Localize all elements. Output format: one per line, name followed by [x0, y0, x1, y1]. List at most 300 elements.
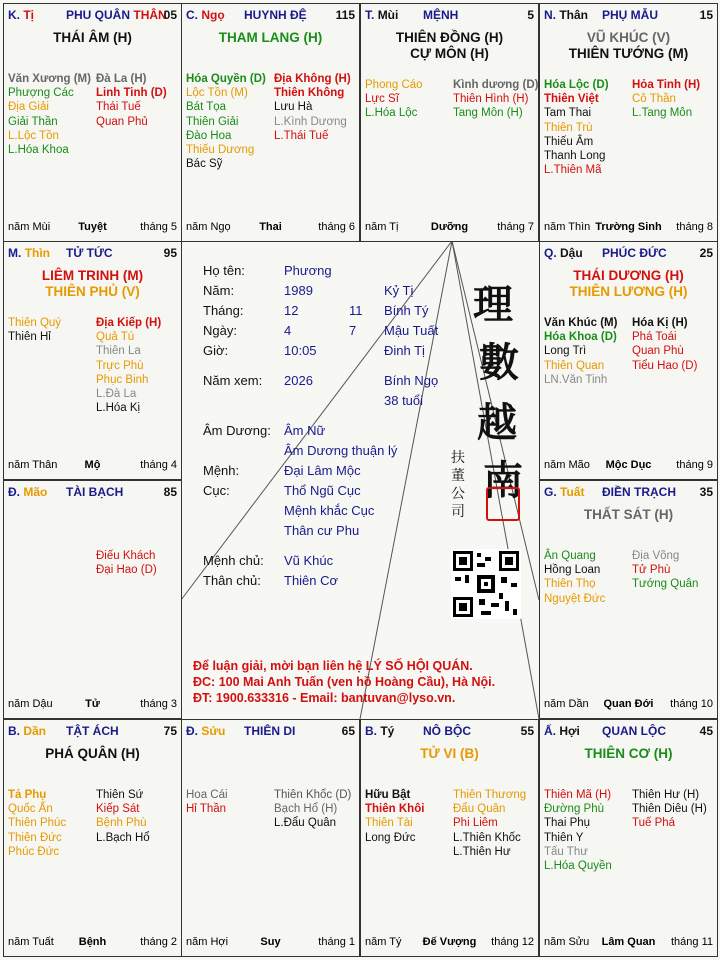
palace-footer	[8, 936, 177, 950]
calligraphy-char-3: 越	[477, 399, 517, 446]
day-label: Ngày:	[203, 323, 237, 338]
palace-name: MỆNH	[423, 8, 459, 22]
minor-stars-right	[96, 72, 167, 129]
main-star: THIÊN PHỦ (V)	[45, 284, 140, 299]
palace-chi: Thìn	[24, 246, 51, 260]
palace-can: G.	[544, 485, 557, 499]
hour-value: 10:05	[284, 343, 317, 358]
day-lunar: 7	[349, 323, 357, 338]
palace-header	[365, 8, 534, 24]
palace-footer	[8, 698, 177, 712]
palace-footer	[544, 698, 713, 712]
palace-year: năm Mùi	[8, 221, 51, 233]
main-stars	[4, 268, 181, 300]
palace-name: TÀI BẠCH	[66, 485, 124, 499]
palace-header	[544, 8, 713, 24]
palace-footer	[8, 459, 177, 473]
palace-age: 45	[699, 724, 713, 738]
minor-star: L.Đẩu Quân	[274, 817, 337, 830]
minor-stars-right	[453, 788, 526, 859]
minor-star: Quan Phủ	[96, 115, 148, 128]
palace-header	[186, 724, 355, 740]
minor-star: Thiên Thương	[453, 789, 527, 801]
cuc-value-3: Thân cư Phu	[284, 523, 360, 538]
palace-trangsinh: Quan Đới	[603, 698, 654, 710]
minor-star: Cô Thần	[632, 93, 676, 106]
palace-month: tháng 12	[491, 936, 534, 948]
minor-star: Đường Phù	[544, 803, 604, 816]
menh-label: Mệnh:	[203, 463, 240, 478]
palace-age: 15	[699, 8, 713, 22]
minor-star: Phá Toái	[632, 331, 677, 344]
calligraphy-small-1: 扶	[451, 450, 465, 466]
main-star: THIÊN CƠ (H)	[584, 746, 673, 761]
minor-stars-right	[632, 78, 700, 121]
minor-star: Quốc Ấn	[8, 803, 53, 816]
minor-star: Thiếu Dương	[186, 144, 255, 157]
palace-footer	[365, 221, 534, 235]
main-star: THIÊN TƯỚNG (M)	[568, 46, 689, 61]
main-stars	[540, 268, 717, 300]
minor-star: Kiếp Sát	[96, 803, 140, 816]
palace-header	[8, 485, 177, 501]
red-seal-icon	[486, 487, 520, 521]
minor-star: Thai Phụ	[544, 817, 591, 830]
contact-line-2: ĐC: 100 Mai Anh Tuấn (ven hồ Hoàng Cầu), Hà Nội.	[193, 675, 496, 689]
minor-star: L.Bạch Hổ	[96, 831, 150, 844]
minor-star: Thiên Quan	[544, 359, 605, 372]
cuc-value: Thổ Ngũ Cục	[284, 483, 361, 498]
palace-can: B.	[365, 724, 377, 738]
main-star: THÁI DƯƠNG (H)	[573, 268, 684, 283]
day-value: 4	[284, 323, 292, 338]
palace-chi: Thân	[559, 8, 589, 22]
palace-chi: Tị	[23, 8, 35, 22]
minor-star: L.Hóa Lộc	[365, 107, 418, 120]
cuc-label: Cục:	[203, 483, 230, 498]
minor-star: L.Thái Tuế	[274, 129, 329, 142]
minor-star: Địa Kiếp (H)	[96, 317, 162, 329]
minor-stars-left	[8, 788, 66, 859]
palace-month: tháng 5	[140, 221, 177, 233]
palace-can: B.	[8, 724, 20, 738]
palace-trangsinh: Tử	[85, 698, 100, 710]
calligraphy-small-3: 公	[451, 486, 465, 502]
minor-star: Thiên Mã (H)	[544, 789, 612, 801]
minor-star: Tang Môn (H)	[453, 107, 523, 120]
month-label: Tháng:	[203, 303, 244, 318]
palace-footer	[544, 221, 713, 235]
palace-header	[365, 724, 534, 740]
minor-star: Địa Giải	[8, 101, 49, 114]
minor-stars-right	[96, 788, 150, 845]
minor-stars-left	[544, 78, 609, 177]
name-label: Họ tên:	[203, 263, 245, 278]
palace-trangsinh: Bệnh	[78, 936, 107, 948]
palace-age: 95	[163, 246, 177, 260]
minor-star: Bệnh Phù	[96, 817, 147, 830]
palace-trangsinh: Suy	[260, 936, 281, 948]
minor-star: Thiên Quý	[8, 317, 62, 329]
minor-star: Thiên Việt	[544, 93, 599, 106]
palace-mao[interactable]	[3, 480, 182, 719]
contact-line-1: Để luận giải, mời bạn liên hệ LÝ SỐ HỘI QUÁN.	[193, 659, 473, 673]
palace-extra: THÂN	[133, 8, 167, 22]
minor-stars-left	[186, 788, 228, 816]
minor-star: L.Lộc Tồn	[8, 129, 59, 142]
minor-star: Thiên Khôi	[365, 803, 425, 816]
palace-month: tháng 11	[670, 936, 713, 948]
palace-age: 5	[527, 8, 534, 22]
minor-star: Thiên Hỉ	[8, 331, 51, 344]
palace-year: năm Dậu	[8, 698, 53, 710]
palace-month: tháng 3	[140, 698, 177, 710]
name-value: Phương	[284, 263, 332, 278]
palace-trangsinh: Trường Sinh	[595, 221, 662, 233]
calligraphy-char-1: 理	[473, 281, 513, 328]
minor-star: Linh Tinh (D)	[96, 87, 167, 100]
palace-trangsinh: Mộ	[84, 459, 101, 471]
palace-chi: Tuất	[560, 485, 585, 499]
minor-star: L.Thiên Mã	[544, 164, 602, 177]
palace-trangsinh: Mộc Dục	[605, 459, 652, 471]
minor-star: L.Hóa Quyền	[544, 860, 612, 873]
palace-suu[interactable]	[181, 719, 360, 957]
minor-star: Tướng Quân	[632, 578, 699, 591]
minor-star: Thiên Thọ	[544, 578, 596, 591]
menhchu-label: Mệnh chủ:	[203, 553, 264, 568]
minor-stars-left	[365, 78, 423, 121]
palace-name: TỬ TỨC	[66, 246, 113, 260]
minor-star: Long Đức	[365, 831, 416, 844]
minor-star: Hóa Lộc (D)	[544, 79, 609, 91]
palace-header	[544, 246, 713, 262]
palace-age: 75	[163, 724, 177, 738]
palace-footer	[186, 936, 355, 950]
calligraphy-char-4: 南	[483, 457, 523, 504]
palace-trangsinh: Thai	[259, 221, 282, 233]
amduong-value-2: Âm Dương thuận lý	[284, 443, 398, 458]
palace-name: PHÚC ĐỨC	[602, 246, 667, 260]
palace-month: tháng 1	[318, 936, 355, 948]
minor-stars-right	[96, 316, 161, 415]
minor-star: Thiên Tài	[365, 817, 413, 830]
main-star: THIÊN ĐỒNG (H)	[395, 30, 504, 45]
minor-star: Lực Sĩ	[365, 93, 399, 106]
palace-year: năm Tuất	[8, 936, 54, 948]
minor-star: Long Trì	[544, 345, 587, 358]
amduong-label: Âm Dương:	[203, 423, 271, 438]
minor-stars-left	[8, 316, 61, 344]
palace-year: năm Sửu	[544, 936, 590, 948]
palace-can: M.	[8, 246, 22, 260]
main-star: VŨ KHÚC (V)	[586, 30, 671, 45]
palace-month: tháng 2	[140, 936, 177, 948]
view-age: 38 tuổi	[384, 393, 424, 408]
palace-year: năm Ngọ	[186, 221, 231, 233]
minor-star: L.Đà La	[96, 388, 137, 401]
palace-dan[interactable]	[3, 719, 182, 957]
minor-star: Hoa Cái	[186, 789, 228, 801]
minor-star: Thiên La	[96, 345, 141, 358]
main-stars	[540, 746, 717, 762]
palace-year: năm Thìn	[544, 221, 591, 233]
palace-name: PHỤ MẪU	[602, 8, 658, 22]
minor-star: Tả Phụ	[8, 789, 47, 801]
main-star: PHÁ QUÂN (H)	[45, 746, 140, 761]
palace-year: năm Dần	[544, 698, 589, 710]
minor-star: Thiên Trù	[544, 121, 593, 134]
palace-chi: Tý	[380, 724, 395, 738]
palace-age: 115	[335, 8, 355, 22]
minor-star: Lộc Tồn (M)	[186, 87, 248, 100]
palace-ti[interactable]	[3, 3, 182, 242]
palace-footer	[544, 936, 713, 950]
day-canchi: Mậu Tuất	[384, 323, 439, 338]
palace-header	[8, 724, 177, 740]
palace-hoi[interactable]	[539, 719, 718, 957]
minor-star: Bạch Hổ (H)	[274, 803, 338, 816]
hour-label: Giờ:	[203, 343, 229, 358]
view-year-value: 2026	[284, 373, 313, 388]
thanchu-label: Thân chủ:	[203, 573, 261, 588]
palace-chi: Dậu	[560, 246, 583, 260]
palace-trangsinh: Lâm Quan	[601, 936, 656, 948]
month-lunar: 11	[349, 303, 363, 318]
palace-mui[interactable]	[360, 3, 539, 242]
year-value: 1989	[284, 283, 313, 298]
minor-star: Giải Thần	[8, 115, 58, 128]
palace-can: C.	[186, 8, 198, 22]
minor-star: L.Thiên Khốc	[453, 831, 521, 844]
minor-star: Lưu Hà	[274, 101, 313, 114]
palace-chi: Hợi	[559, 724, 580, 738]
main-star: THAM LANG (H)	[218, 30, 323, 45]
minor-star: L.Hóa Khoa	[8, 144, 69, 157]
minor-star: Hữu Bật	[365, 789, 411, 801]
palace-month: tháng 4	[140, 459, 177, 471]
palace-year: năm Mão	[544, 459, 590, 471]
year-label: Năm:	[203, 283, 235, 298]
minor-stars-right	[632, 788, 707, 831]
minor-star: Địa Võng	[632, 550, 680, 562]
minor-star: Thiên Sứ	[96, 789, 144, 801]
calligraphy-small-4: 司	[451, 504, 465, 520]
minor-star: Thiên Diêu (H)	[632, 803, 707, 816]
palace-chi: Mùi	[377, 8, 399, 22]
minor-stars-right	[274, 72, 351, 143]
minor-star: Đại Hao (D)	[96, 564, 157, 577]
minor-stars-left	[365, 788, 424, 845]
minor-star: Hóa Khoa (D)	[544, 331, 617, 344]
palace-header	[186, 8, 355, 24]
minor-star: Tử Phù	[632, 564, 671, 577]
main-star: CỰ MÔN (H)	[410, 46, 489, 61]
minor-star: LN.Văn Tinh	[544, 373, 608, 386]
palace-month: tháng 9	[676, 459, 713, 471]
calligraphy-char-2: 數	[479, 339, 519, 386]
palace-chi: Sửu	[201, 724, 226, 738]
minor-stars-left	[186, 72, 266, 171]
palace-age: 35	[699, 485, 713, 499]
palace-trangsinh: Tuyệt	[78, 221, 107, 233]
minor-star: L.Tang Môn	[632, 107, 693, 120]
main-stars	[540, 30, 717, 62]
minor-star: Thiên Hình (H)	[453, 93, 529, 106]
palace-ty[interactable]	[360, 719, 539, 957]
minor-star: Bát Tọa	[186, 101, 227, 114]
palace-can: T.	[365, 8, 375, 22]
main-star: THIÊN LƯƠNG (H)	[569, 284, 688, 299]
palace-can: N.	[544, 8, 556, 22]
palace-tuat[interactable]	[539, 480, 718, 719]
palace-can: Đ.	[8, 485, 20, 499]
minor-stars-right	[453, 78, 538, 121]
minor-star: Hồng Loan	[544, 564, 601, 577]
minor-star: Hỉ Thần	[186, 803, 227, 816]
minor-stars-left	[544, 788, 612, 873]
minor-stars-left	[8, 72, 91, 157]
minor-star: Đào Hoa	[186, 129, 232, 142]
hour-canchi: Đinh Tị	[384, 343, 425, 358]
minor-star: Thiên Đức	[8, 831, 62, 844]
palace-footer	[544, 459, 713, 473]
palace-year: năm Hợi	[186, 936, 229, 948]
minor-star: Bác Sỹ	[186, 158, 223, 171]
main-stars	[361, 30, 538, 62]
minor-star: Tấu Thư	[544, 845, 588, 858]
main-star: THÁI ÂM (H)	[53, 30, 132, 45]
palace-name: PHU QUÂN THÂN	[66, 8, 167, 22]
menh-value: Đại Lâm Mộc	[284, 463, 361, 478]
palace-thin[interactable]	[3, 241, 182, 480]
palace-year: năm Tý	[365, 936, 402, 948]
minor-star: Hóa Kị (H)	[632, 317, 688, 329]
palace-can: K.	[8, 8, 20, 22]
minor-stars-left	[544, 549, 605, 606]
palace-month: tháng 6	[318, 221, 355, 233]
minor-star: Hỏa Tinh (H)	[632, 79, 701, 91]
minor-star: L.Kình Dương	[274, 115, 347, 128]
palace-age: 85	[163, 485, 177, 499]
minor-star: Thiên Hư (H)	[632, 789, 700, 801]
minor-star: Quả Tú	[96, 331, 135, 344]
minor-star: Thiên Khốc (D)	[274, 789, 352, 801]
palace-ngo[interactable]	[181, 3, 360, 242]
palace-header	[8, 246, 177, 262]
main-star: LIÊM TRINH (M)	[41, 268, 144, 283]
palace-header	[544, 724, 713, 740]
main-stars	[540, 507, 717, 523]
palace-chi: Ngọ	[201, 8, 225, 22]
month-canchi: Bính Tý	[384, 303, 429, 318]
palace-can: Q.	[544, 246, 557, 260]
cuc-value-2: Mệnh khắc Cục	[284, 503, 375, 518]
minor-star: Thiên Giải	[186, 115, 239, 128]
palace-age: 05	[163, 8, 177, 22]
palace-than[interactable]	[539, 3, 718, 242]
amduong-value: Âm Nữ	[284, 423, 326, 438]
minor-star: Văn Xương (M)	[8, 73, 91, 85]
palace-chi: Dần	[23, 724, 47, 738]
palace-year: năm Tị	[365, 221, 399, 233]
palace-name: HUYNH ĐỆ	[244, 8, 307, 22]
palace-month: tháng 10	[670, 698, 713, 710]
main-stars	[4, 746, 181, 762]
calligraphy-small-2: 董	[451, 468, 465, 484]
minor-star: Văn Khúc (M)	[544, 317, 618, 329]
minor-star: Phục Binh	[96, 373, 149, 386]
minor-star: Tuế Phá	[632, 817, 676, 830]
minor-star: Đẩu Quân	[453, 803, 506, 816]
minor-star: Phượng Các	[8, 87, 74, 100]
minor-star: Phúc Đức	[8, 845, 60, 858]
main-star: THẤT SÁT (H)	[583, 507, 674, 522]
palace-header	[8, 8, 177, 24]
minor-star: Tam Thai	[544, 107, 592, 120]
palace-trangsinh: Đế Vượng	[422, 936, 477, 948]
minor-star: Nguyệt Đức	[544, 592, 606, 605]
minor-star: Đà La (H)	[96, 73, 147, 85]
view-year-canchi: Bính Ngọ	[384, 373, 439, 388]
contact-line-3: ĐT: 1900.633316 - Email: bantuvan@lyso.vn.	[193, 691, 456, 705]
minor-star: Thanh Long	[544, 150, 606, 163]
minor-star: Ân Quang	[544, 550, 596, 562]
minor-star: Thiếu Âm	[544, 135, 594, 148]
minor-star: Quan Phù	[632, 345, 684, 358]
palace-footer	[365, 936, 534, 950]
palace-footer	[8, 221, 177, 235]
palace-age: 65	[341, 724, 355, 738]
minor-stars-left	[544, 316, 617, 387]
main-star: TỬ VI (B)	[420, 746, 479, 761]
palace-month: tháng 8	[676, 221, 713, 233]
minor-star: Kình dương (D)	[453, 79, 539, 91]
palace-chi: Mão	[23, 485, 48, 499]
main-stars	[182, 30, 359, 46]
palace-month: tháng 7	[497, 221, 534, 233]
palace-year: năm Thân	[8, 459, 58, 471]
minor-star: Thiên Phúc	[8, 817, 67, 830]
minor-stars-right	[274, 788, 351, 831]
minor-star: Thiên Không	[274, 87, 345, 100]
qr-code-icon[interactable]	[451, 549, 521, 619]
menhchu-value: Vũ Khúc	[284, 553, 334, 568]
palace-header	[544, 485, 713, 501]
thanchu-value: Thiên Cơ	[284, 573, 339, 588]
minor-star: Phong Cáo	[365, 79, 423, 91]
minor-stars-right	[632, 549, 698, 592]
minor-star: Tiểu Hao (D)	[632, 359, 698, 372]
palace-name: QUAN LỘC	[602, 724, 666, 738]
minor-star: Trực Phù	[96, 359, 144, 372]
palace-name: NÔ BỘC	[423, 724, 471, 738]
month-value: 12	[284, 303, 299, 318]
minor-star: L.Thiên Hư	[453, 845, 511, 858]
minor-star: Thái Tuế	[96, 101, 141, 114]
palace-can: Đ.	[186, 724, 198, 738]
palace-name: THIÊN DI	[244, 724, 296, 738]
palace-dau[interactable]	[539, 241, 718, 480]
minor-stars-right	[96, 549, 157, 577]
minor-star: L.Hóa Kị	[96, 402, 141, 415]
minor-star: Điếu Khách	[96, 550, 156, 562]
main-stars	[4, 30, 181, 46]
palace-footer	[186, 221, 355, 235]
palace-trangsinh: Dưỡng	[430, 221, 469, 233]
palace-can: Ấ.	[544, 724, 556, 738]
palace-age: 55	[520, 724, 534, 738]
